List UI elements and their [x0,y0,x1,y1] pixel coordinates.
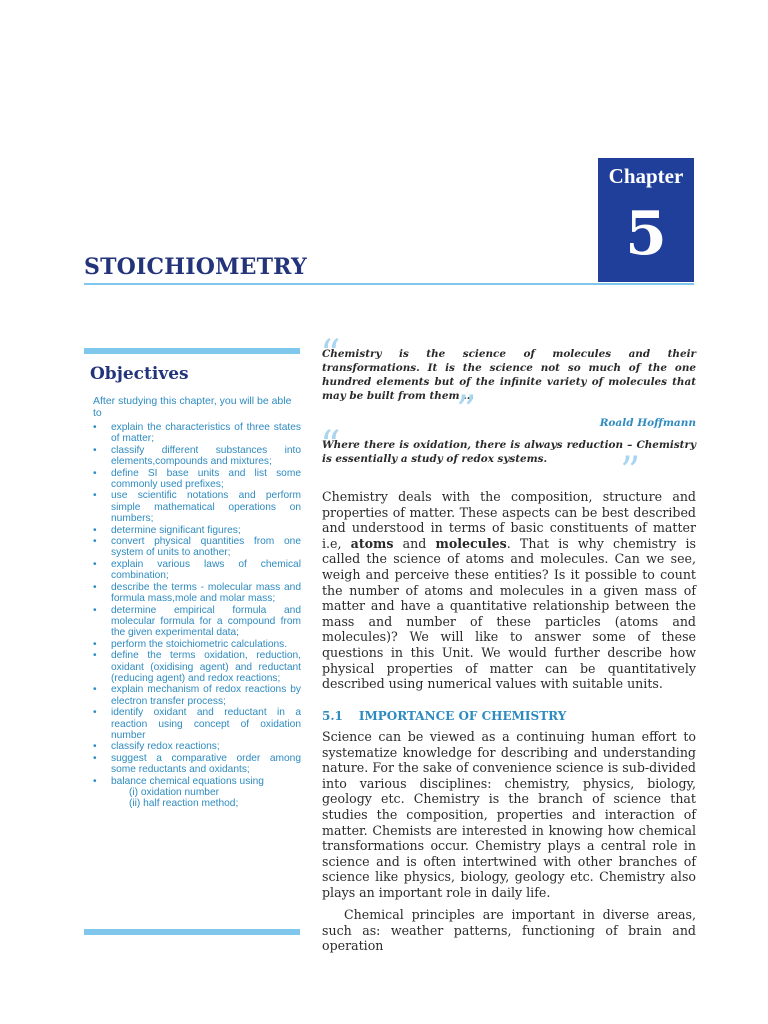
objectives-bottom-rule [84,929,300,935]
quote-text: Where there is oxidation, there is always reduction – Chemistry is essentially a study of redox systems. [322,439,696,465]
open-quote-mark: “ [320,423,341,469]
quote-text: Chemistry is the science of molecules and their transformations. It is the science not so much of the one hundred elements but of the infinite variety of molecules that may be built from them ... [322,348,696,402]
chapter-label: Chapter [608,164,684,188]
objectives-intro: After studying this chapter, you will be able to [93,395,292,419]
bullet-icon: • [93,467,97,479]
bullet-icon: • [93,558,97,570]
close-quote-mark: ” [620,449,641,495]
title-divider [84,283,694,285]
section-paragraph-2: Chemical principles are important in diverse areas, such as: weather patterns, functioning of brain and operation [322,907,696,954]
intro-paragraph: Chemistry deals with the composition, structure and properties of matter. These aspects can be best described and understood in terms of basic constituents of matter i.e, atoms and molecules. That is why chemistry is called the science of atoms and molecules. Can we see, weigh and perceive these entities? Is it possible to count the number of atoms and molecules in a given mass of matter and have a quantitative relationship between the mass and number of these particles (atoms and molecules)? We will like to answer some of these questions in this Unit. We would further describe how physical properties of matter can be quantitatively described using numerical values with suitable units. [322,489,696,692]
objective-subitem: (i) oxidation number [129,787,220,798]
bullet-icon: • [93,581,97,593]
objective-item: • identify oxidant and reductant in a reaction using concept of oxidation number [93,707,301,741]
objective-item: • classify redox reactions; [93,741,220,753]
close-quote-mark: ” [456,388,477,434]
bullet-icon: • [93,604,97,616]
bullet-icon: • [93,422,97,433]
objective-item: • classify different substances into elements,compounds and mixtures; [93,444,301,468]
objective-item: • explain various laws of chemical combination; [93,558,301,582]
objective-item: • explain the characteristics of three states of matter; [93,422,301,445]
bullet-icon: • [93,524,97,536]
objective-subitem: (ii) half reaction method; [129,798,239,810]
bullet-icon: • [93,444,97,456]
bullet-icon: • [93,490,97,502]
objective-item: • define the terms oxidation, reduction, oxidant (oxidising agent) and reductant (reducing agent) and redox reactions; [93,650,301,684]
chapter-title: STOICHIOMETRY [84,254,307,280]
chapter-number: 5 [625,199,667,269]
objectives-list [93,422,301,810]
objective-item: • define SI base units and list some commonly used prefixes; [93,467,301,491]
open-quote-mark: “ [320,332,341,378]
bullet-icon: • [93,650,97,662]
objective-item: • determine empirical formula and molecular formula for a compound from the given experimental data; [93,604,301,639]
term-atoms: atoms [350,535,394,551]
objective-item: • determine significant figures; [93,524,241,536]
section-title: IMPORTANCE OF CHEMISTRY [358,709,567,723]
chapter-badge [598,158,694,282]
bullet-icon: • [93,707,97,719]
section-heading [322,709,566,723]
objectives-heading: Objectives [90,364,189,384]
objectives-top-rule [84,348,300,354]
objective-item: • use scientific notations and perform simple mathematical operations on numbers; [93,490,301,525]
bullet-icon: • [93,741,97,753]
bullet-icon: • [93,684,97,696]
quote-author: Roald Hoffmann [599,417,696,429]
bullet-icon: • [93,638,97,650]
bullet-icon: • [93,752,97,764]
objective-item: • explain mechanism of redox reactions by electron transfer process; [93,684,301,707]
objective-item: • perform the stoichiometric calculations. [93,638,288,650]
objective-item: • suggest a comparative order among some reductants and oxidants; [93,752,301,776]
bullet-icon: • [93,536,97,548]
section-number: 5.1 [322,709,343,723]
objective-item: • balance chemical equations using (i) oxidation number (ii) half reaction method; [93,776,301,810]
objective-item: • describe the terms - molecular mass and formula mass,mole and molar mass; [93,581,301,605]
term-molecules: molecules [435,535,507,551]
objective-item: • convert physical quantities from one system of units to another; [93,536,301,559]
section-paragraph: Science can be viewed as a continuing human effort to systematize knowledge for describing and understanding nature. For the sake of convenience science is sub-divided into various disciplines: chemistry, physics, biology, geology etc. Chemistry is the branch of science that studies the composition, properties and interaction of matter. Chemists are interested in knowing how chemical transformations occur. Chemistry plays a central role in science and is often intertwined with other branches of science like physics, biology, geology etc. Chemistry also plays an important role in daily life. [322,729,696,900]
bullet-icon: • [93,775,97,787]
